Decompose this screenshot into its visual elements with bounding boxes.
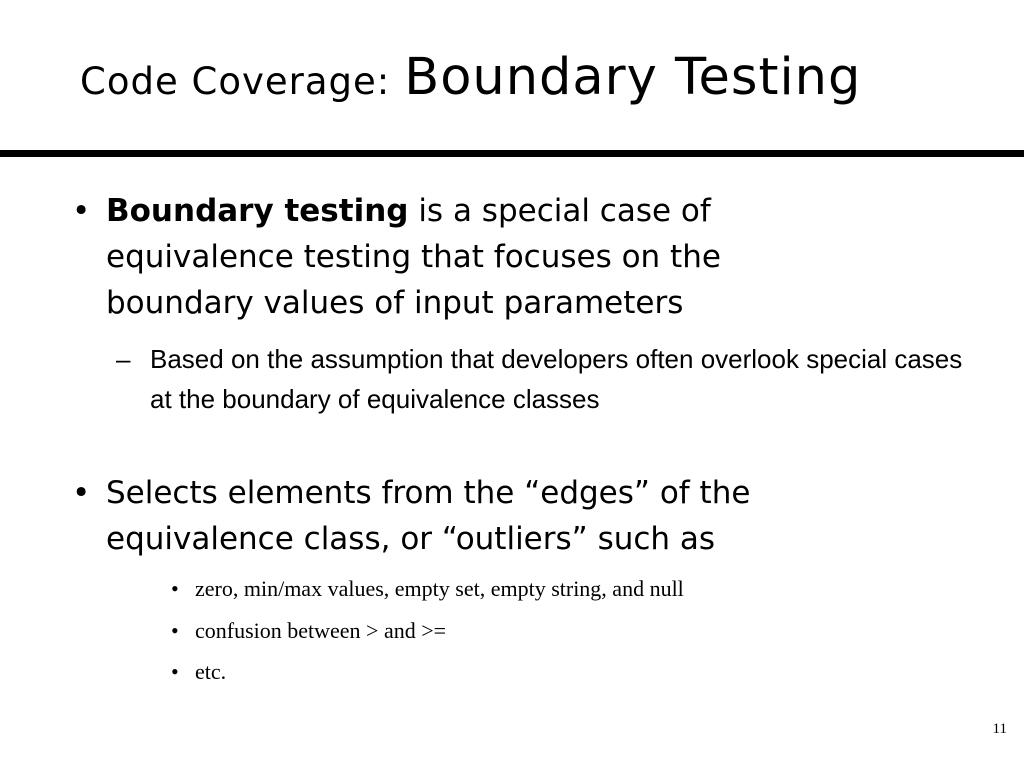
sub-bullet-text: Based on the assumption that developers often overlook special cases at the boundary of equivalence classes [150, 344, 963, 414]
bullet-boundary-testing [72, 188, 826, 326]
list-item-text: confusion between > and >= [195, 618, 447, 643]
page-number: 11 [992, 721, 1007, 737]
bullet-marker: • [72, 475, 91, 511]
title-main: Boundary Testing [404, 48, 862, 107]
list-item-text: zero, min/max values, empty set, empty string, and null [195, 576, 684, 601]
list-item [171, 616, 447, 646]
bullet-text: is a special case of equivalence testing that focuses on the boundary values of input parameters [106, 193, 721, 321]
sub-bullet-assumption [116, 339, 980, 419]
bullet-marker: • [72, 193, 91, 229]
bullet-bold-term: Boundary testing [106, 193, 409, 229]
list-item [171, 657, 227, 687]
list-item [171, 574, 684, 604]
list-item-marker: • [171, 659, 179, 684]
slide-title [80, 48, 1000, 128]
list-item-text: etc. [195, 659, 227, 684]
title-prefix: Code Coverage: [80, 60, 391, 103]
bullet-text: Selects elements from the “edges” of the equivalence class, or “outliers” such as [106, 475, 751, 557]
sub-bullet-marker: – [116, 344, 131, 374]
title-divider [0, 150, 1024, 157]
bullet-selects-elements [72, 470, 906, 562]
list-item-marker: • [171, 576, 179, 601]
list-item-marker: • [171, 618, 179, 643]
